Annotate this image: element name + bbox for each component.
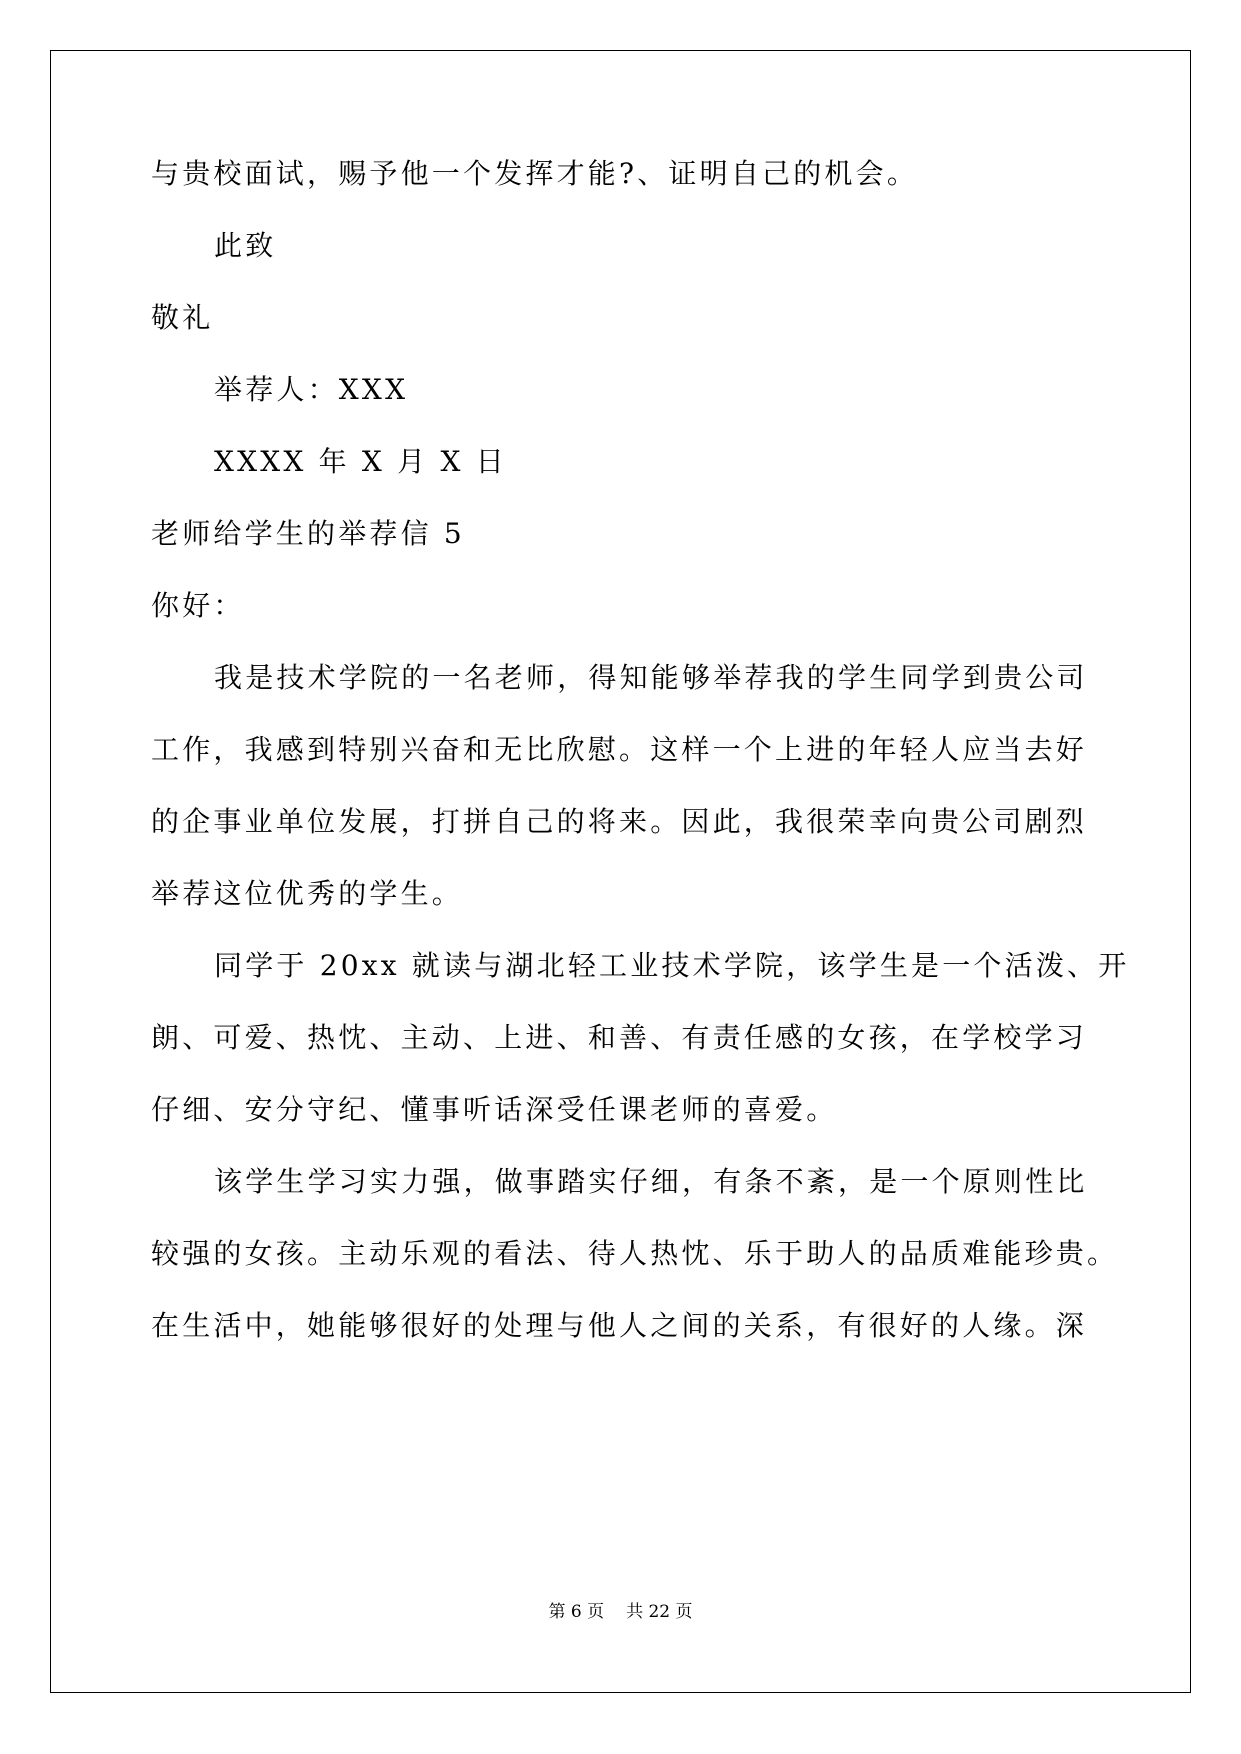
text-line: 此致 [214, 229, 277, 262]
text-line: 我是技术学院的一名老师，得知能够举荐我的学生同学到贵公司 [214, 661, 1088, 694]
page-footer [0, 1597, 1241, 1622]
section-title: 老师给学生的举荐信 5 [151, 517, 465, 550]
text-line: 举荐这位优秀的学生。 [151, 877, 464, 910]
text-line: 在生活中，她能够很好的处理与他人之间的关系，有很好的人缘。深 [151, 1309, 1088, 1342]
page-total: 共 22 页 [626, 1602, 693, 1622]
text-line: 敬礼 [151, 301, 214, 334]
text-line: 工作，我感到特别兴奋和无比欣慰。这样一个上进的年轻人应当去好 [151, 733, 1088, 766]
text-line: 仔细、安分守纪、懂事听话深受任课老师的喜爱。 [151, 1093, 838, 1126]
text-line: 同学于 20xx 就读与湖北轻工业技术学院，该学生是一个活泼、开 [214, 949, 1130, 982]
page-border [50, 50, 1191, 1693]
text-line: 你好： [151, 589, 245, 622]
text-line: 较强的女孩。主动乐观的看法、待人热忱、乐于助人的品质难能珍贵。 [151, 1237, 1119, 1270]
text-line: 该学生学习实力强，做事踏实仔细，有条不紊，是一个原则性比 [214, 1165, 1088, 1198]
text-line: XXXX 年 X 月 X 日 [214, 445, 507, 478]
text-line: 的企事业单位发展，打拼自己的将来。因此，我很荣幸向贵公司剧烈 [151, 805, 1088, 838]
text-line: 举荐人：XXX [214, 373, 409, 406]
text-line: 朗、可爱、热忱、主动、上进、和善、有责任感的女孩，在学校学习 [151, 1021, 1088, 1054]
text-line: 与贵校面试，赐予他一个发挥才能?、证明自己的机会。 [151, 157, 919, 190]
page-number: 第 6 页 [548, 1602, 605, 1622]
